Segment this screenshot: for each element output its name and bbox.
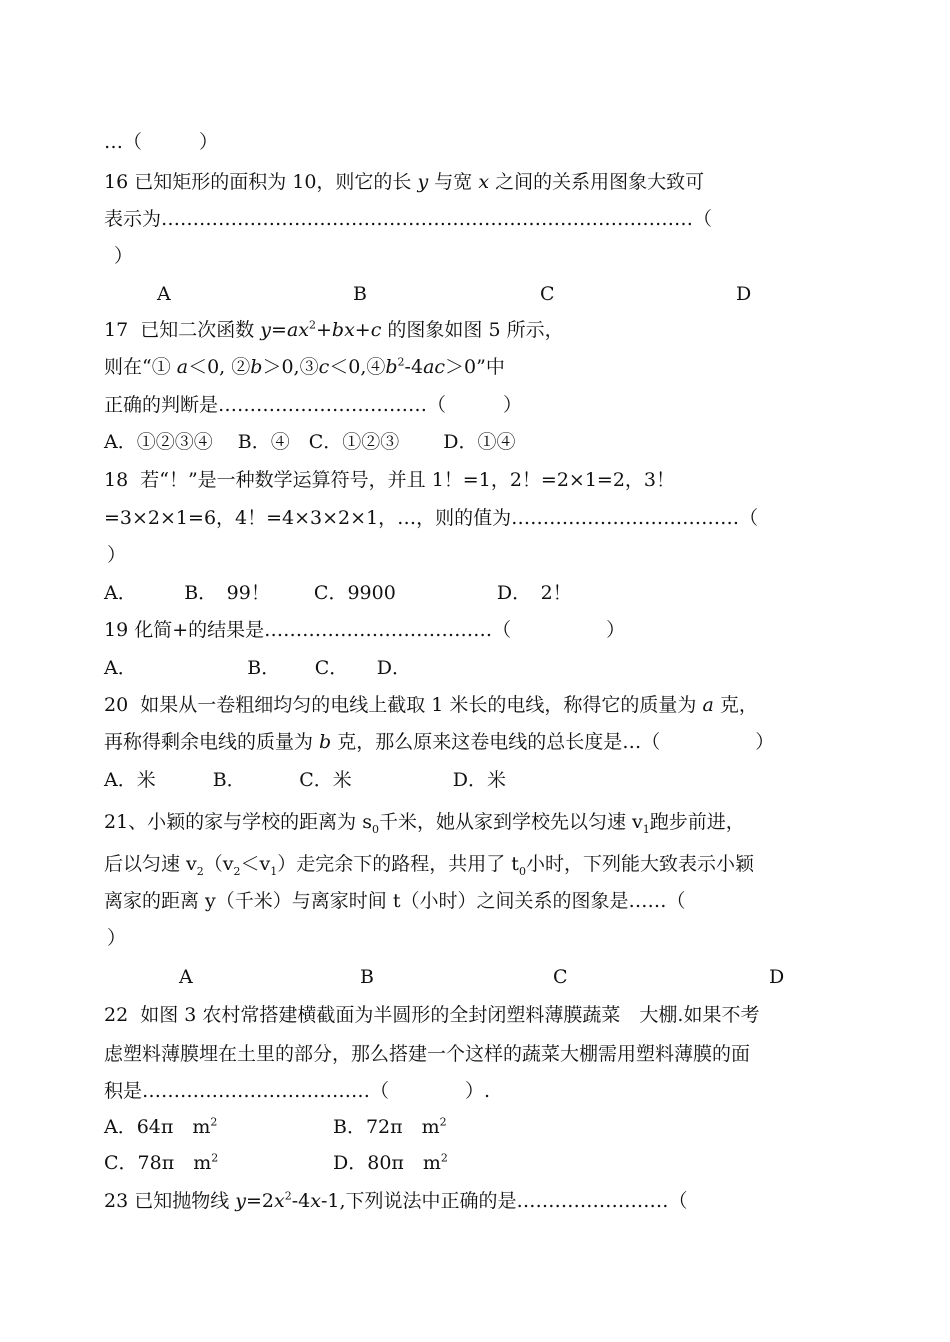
question-17-line-2: 则在“① a＜0, $②b>0,③c<0,④b^2-4ac>0$”中 xyxy=(104,355,505,378)
question-22-option-b: B．72π $m^2$ xyxy=(333,1115,447,1138)
question-23-line-1: 23 已知抛物线 $y=2x^2-4x-1$,下列说法中正确的是……………………（ xyxy=(104,1189,688,1212)
question-22-line-1: 22 如图 3 农村常搭建横截面为半圆形的全封闭塑料薄膜蔬菜 大棚.如果不考 xyxy=(104,1004,760,1026)
question-22-line-3: 积是………………………………（ ）. xyxy=(104,1080,491,1102)
question-21-line-2: 后以匀速 $v_2(v_2<v_1)$走完余下的路程，共用了 $t_0$小时，下列能大致表示小颖 xyxy=(104,853,754,878)
question-17-options: A．①②③④ B．④ C．①②③ D．①④ xyxy=(104,431,516,453)
question-16-line-3: ） xyxy=(114,245,134,267)
question-18-line-2: =3×2×1=6，4！=4×3×2×1，…，则的值为………………………………（ xyxy=(104,507,759,529)
question-20-line-2: 再称得剩余电线的质量为 b 克，那么原来这卷电线的总长度是…（ ） xyxy=(104,731,775,753)
q21-label-d: D xyxy=(769,966,785,988)
question-19-line-1: 19 化简+的结果是………………………………（ ） xyxy=(104,619,626,641)
question-18-options: A． B． 99！ C．9900 D． 2！ xyxy=(104,582,572,604)
question-21-line-1: 21、小颖的家与学校的距离为 $s_0$千米，她从家到学校先以匀速 $v_1$跑步前进， xyxy=(104,811,745,836)
question-22-option-d: D．80π $m^2$ xyxy=(333,1151,448,1174)
question-16-line-2: 表示为…………………………………………………………………………（ xyxy=(104,208,713,230)
question-21-line-3: 离家的距离 y（千米）与离家时间 t（小时）之间关系的图象是……（ xyxy=(104,890,686,912)
q16-label-c: C xyxy=(540,283,555,305)
question-18-line-1: 18 若“！”是一种数学运算符号，并且 1！=1，2！=2×1=2，3！ xyxy=(104,469,676,491)
q21-label-c: C xyxy=(553,966,568,988)
line-continuation: …（ ） xyxy=(104,131,219,153)
question-22-option-c: C．78π $m^2$ xyxy=(104,1151,219,1174)
question-16-line-1: 16 已知矩形的面积为 10，则它的长 y 与宽 x 之间的关系用图象大致可 xyxy=(104,171,705,193)
question-22-line-2: 虑塑料薄膜埋在土里的部分，那么搭建一个这样的蔬菜大棚需用塑料薄膜的面 xyxy=(104,1043,751,1065)
q16-label-b: B xyxy=(353,283,367,305)
question-18-line-3: ） xyxy=(107,544,127,566)
question-17-line-1: 17 已知二次函数 $y=ax^2+bx+c$ 的图象如图 5 所示， xyxy=(104,318,564,341)
question-20-line-1: 20 如果从一卷粗细均匀的电线上截取 1 米长的电线，称得它的质量为 a 克， xyxy=(104,694,758,716)
q21-label-a: A xyxy=(179,966,193,988)
question-22-option-a: A．64π $m^2$ xyxy=(104,1115,218,1138)
q16-label-d: D xyxy=(736,283,752,305)
question-17-line-3: 正确的判断是……………………………（ ） xyxy=(104,394,523,416)
question-19-options: A． B． C． D． xyxy=(104,657,412,679)
question-20-options: A．米 B． C．米 D．米 xyxy=(104,769,507,791)
question-21-line-4: ） xyxy=(107,927,127,949)
q21-label-b: B xyxy=(360,966,374,988)
q16-label-a: A xyxy=(157,283,171,305)
